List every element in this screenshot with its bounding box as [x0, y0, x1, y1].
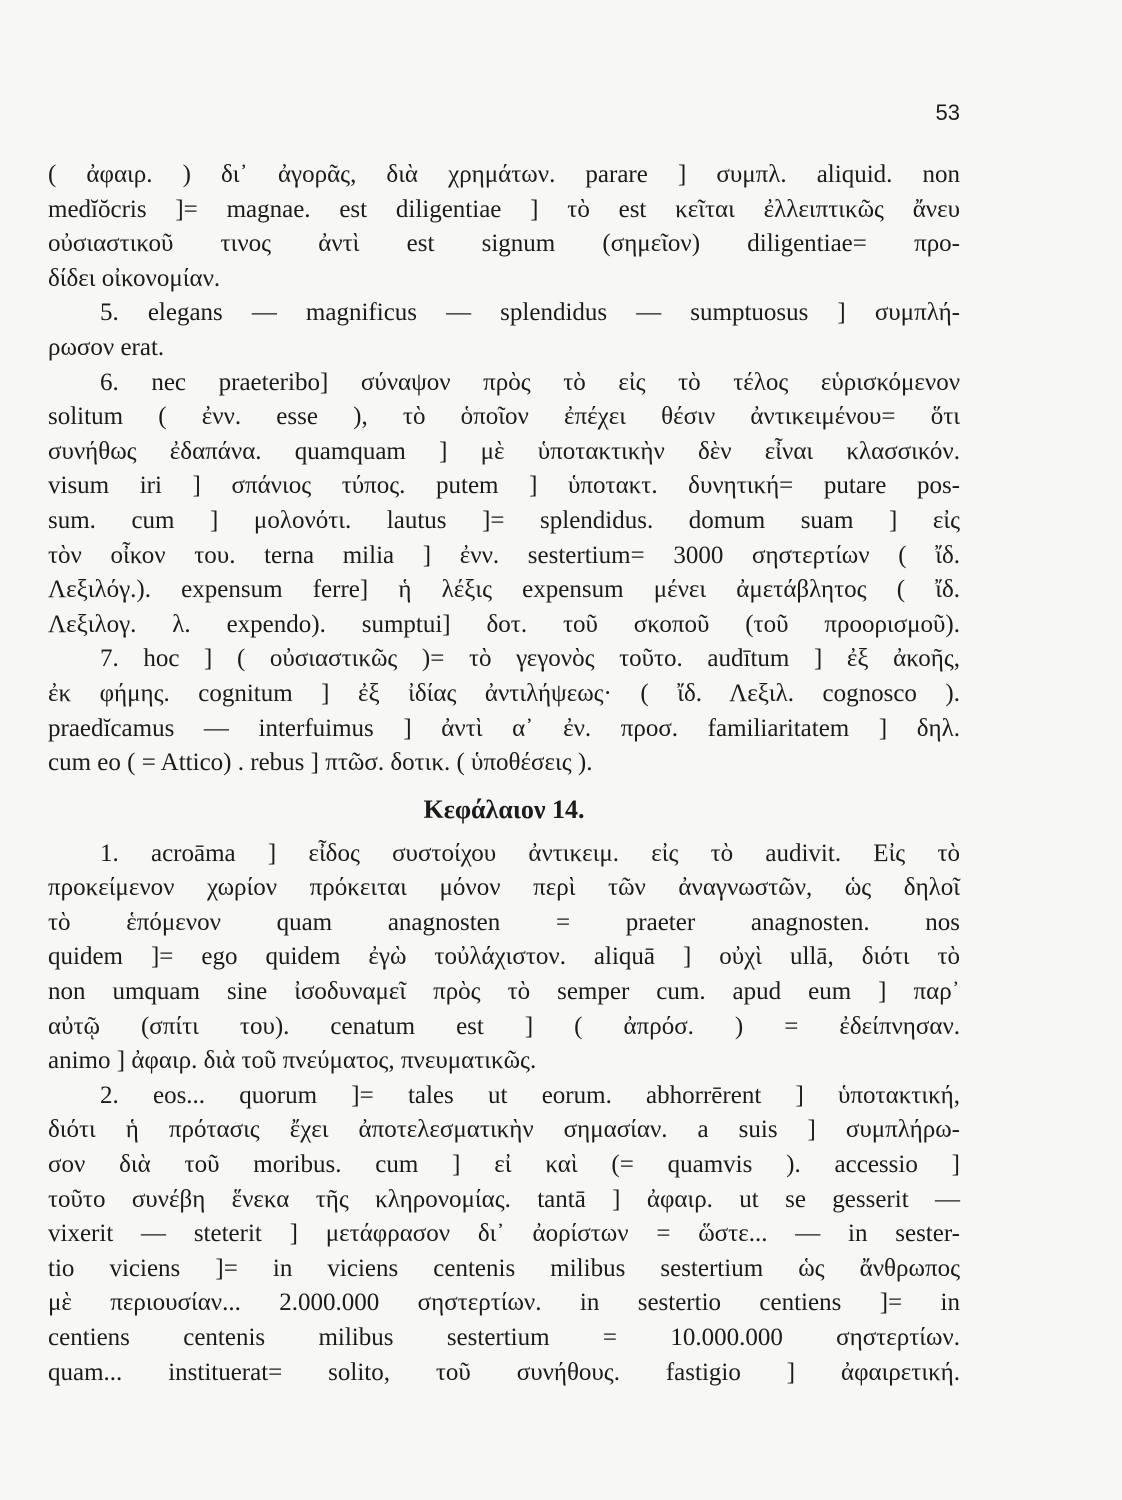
text-line: ρωσον erat.: [48, 333, 165, 361]
section-13-commentary: [48, 158, 960, 781]
text-line: centiens centenis milibus sestertium = 10.000.000 σηστερτίων.: [48, 1324, 960, 1351]
chapter-heading: Κεφάλαιον 14.: [423, 794, 585, 824]
text-line: quam... instituerat= solito, τοῦ συνήθους. fastigio ] ἀφαιρετική.: [48, 1358, 960, 1386]
text-line: τὸν οἶκον του. terna milia ] ἐνν. sestertium= 3000 σηστερτίων ( ἴδ.: [48, 541, 960, 569]
text-line: solitum ( ἐνν. esse ), τὸ ὁποῖον ἐπέχει θέσιν ἀντικειμένου= ὅτι: [48, 403, 960, 431]
text-line: συνήθως ἐδαπάνα. quamquam ] μὲ ὑποτακτικὴν δὲν εἶναι κλασσικόν.: [48, 437, 960, 465]
text-line: animo ] ἀφαιρ. διὰ τοῦ πνεύματος, πνευματικῶς.: [48, 1047, 537, 1075]
text-line: 7. hoc ] ( οὐσιαστικῶς )= τὸ γεγονὸς τοῦτο. audītum ] ἐξ ἀκοῆς,: [100, 645, 960, 673]
text-line: vixerit — steterit ] μετάφρασον δι᾽ ἀορίστων = ὥστε... — in sester-: [48, 1220, 960, 1248]
text-line: 2. eos... quorum ]= tales ut eorum. abhorrērent ] ὑποτακτική,: [100, 1081, 960, 1109]
text-line: αὐτῷ (σπίτι του). cenatum est ] ( ἀπρόσ. ) = ἐδείπνησαν.: [48, 1012, 960, 1040]
text-line: praedĭcamus — interfuimus ] ἀντὶ α᾽ ἐν. προσ. familiaritatem ] δηλ.: [48, 714, 960, 742]
text-line: quidem ]= ego quidem ἐγὼ τοὐλάχιστον. aliquā ] οὐχὶ ullā, διότι τὸ: [48, 943, 960, 971]
text-line: medĭŏcris ]= magnae. est diligentiae ] τὸ est κεῖται ἐλλειπτικῶς ἄνευ: [48, 195, 960, 223]
text-line: sum. cum ] μολονότι. lautus ]= splendidus. domum suam ] εἰς: [48, 506, 960, 534]
page-body: [48, 158, 960, 1390]
text-line: ἐκ φήμης. cognitum ] ἐξ ἰδίας ἀντιλήψεως· ( ἴδ. Λεξιλ. cognosco ).: [48, 679, 960, 707]
text-line: 5. elegans — magnificus — splendidus — sumptuosus ] συμπλή-: [100, 299, 960, 327]
text-line: 1. acroāma ] εἶδος συστοίχου ἀντικειμ. εἰς τὸ audivit. Εἰς τὸ: [100, 839, 960, 867]
text-line: non umquam sine ἰσοδυναμεῖ πρὸς τὸ semper cum. apud eum ] παρ᾽: [48, 978, 960, 1006]
text-line: ( ἀφαιρ. ) δι᾽ ἀγορᾶς, διὰ χρημάτων. parare ] συμπλ. aliquid. non: [48, 161, 960, 188]
text-line: Λεξιλογ. λ. expendo). sumptui] δοτ. τοῦ σκοποῦ (τοῦ προορισμοῦ).: [48, 610, 960, 638]
text-line: 6. nec praeteribo] σύναψον πρὸς τὸ εἰς τὸ τέλος εὑρισκόμενον: [100, 368, 960, 396]
text-line: tio viciens ]= in viciens centenis milibus sestertium ὡς ἄνθρωπος: [48, 1254, 960, 1282]
text-line: τοῦτο συνέβη ἕνεκα τῆς κληρονομίας. tantā ] ἀφαιρ. ut se gesserit —: [48, 1185, 960, 1213]
text-line: cum eo ( = Attico) . rebus ] πτῶσ. δοτικ. ( ὑποθέσεις ).: [48, 749, 593, 777]
text-line: Λεξιλόγ.). expensum ferre] ἡ λέξις expensum μένει ἀμετάβλητος ( ἴδ.: [48, 576, 960, 604]
text-line: visum iri ] σπάνιος τύπος. putem ] ὑποτακτ. δυνητική= putare pos-: [48, 472, 960, 500]
text-line: προκείμενον χωρίον πρόκειται μόνον περὶ τῶν ἀναγνωστῶν, ὡς δηλοῖ: [48, 874, 960, 902]
text-line: διότι ἡ πρότασις ἔχει ἀποτελεσματικὴν σημασίαν. a suis ] συμπλήρω-: [48, 1116, 960, 1144]
text-line: μὲ περιουσίαν... 2.000.000 σηστερτίων. in sestertio centiens ]= in: [48, 1289, 960, 1317]
text-line: σον διὰ τοῦ moribus. cum ] εἰ καὶ (= quamvis ). accessio ]: [48, 1151, 960, 1179]
text-line: οὐσιαστικοῦ τινος ἀντὶ est signum (σημεῖον) diligentiae= προ-: [48, 230, 960, 258]
page-number: 53: [935, 100, 960, 125]
text-line: δίδει οἰκονομίαν.: [48, 264, 221, 292]
text-line: τὸ ἑπόμενον quam anagnosten = praeter anagnosten. nos: [48, 908, 960, 936]
section-14-commentary: [48, 837, 960, 1391]
